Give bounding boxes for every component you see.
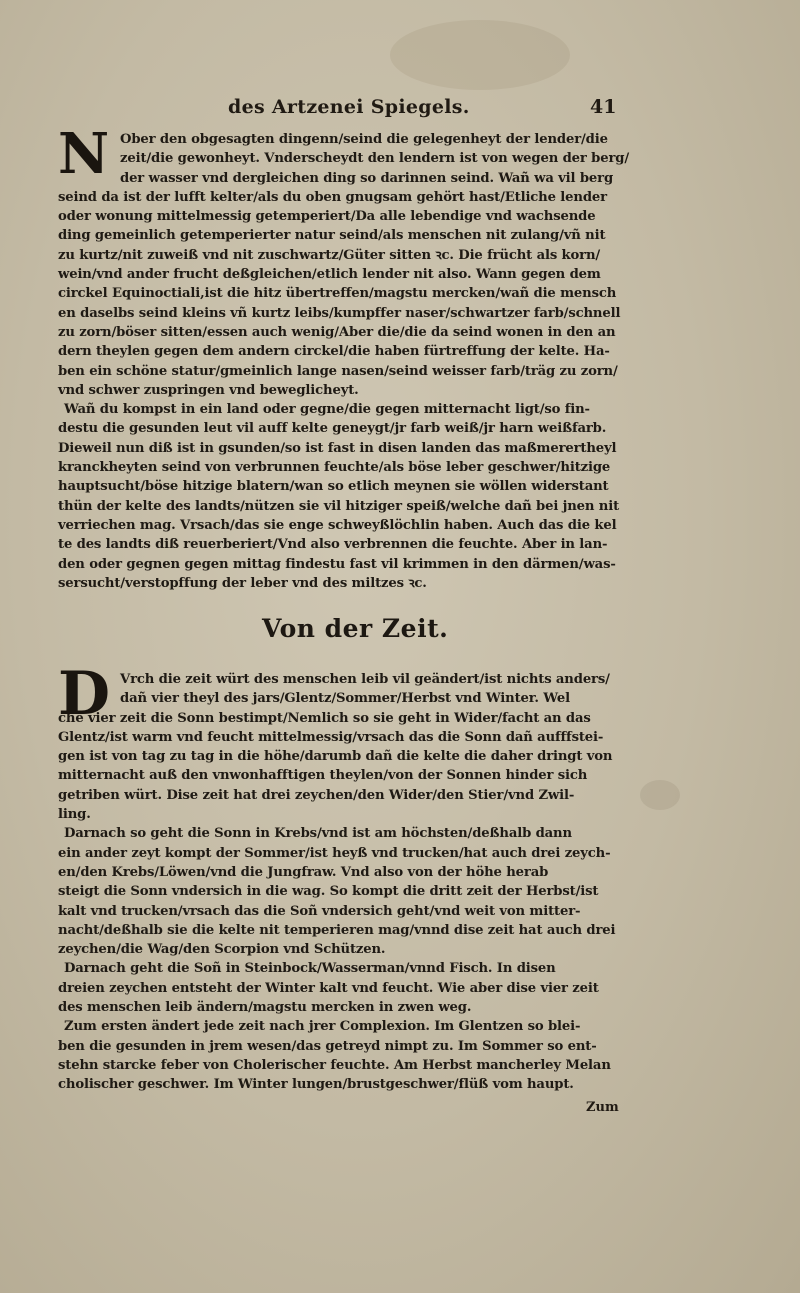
text-line (58, 805, 622, 824)
text-line (58, 555, 622, 574)
line-text: nacht/deßhalb sie die kelte nit temperieren mag/vnnd dise zeit hat auch drei (58, 922, 616, 938)
text-line (58, 400, 622, 419)
line-text: gen ist von tag zu tag in die höhe/darumb dañ die kelte die daher dringt von (58, 749, 613, 765)
line-text: cholischer geschwer. Im Winter lungen/brustgeschwer/flüß vom haupt. (58, 1077, 574, 1093)
line-text: zeit/die gewonheyt. Vnderscheydt den lendern ist von wegen der berg/ (120, 151, 630, 167)
paper-stain (640, 780, 680, 810)
line-text: circkel Equinoctiali,ist die hitz übertreffen/magstu mercken/wañ die mensch (58, 286, 617, 302)
line-text: Darnach geht die Soñ in Steinbock/Wasserman/vnnd Fisch. In disen (64, 961, 556, 977)
folio-number: 41 (590, 96, 617, 118)
text-line (58, 342, 622, 361)
text-line (58, 207, 622, 226)
text-line (58, 265, 622, 284)
text-line (58, 921, 622, 940)
text-line (58, 709, 622, 728)
line-text: hauptsucht/böse hitzige blatern/wan so etlich meynen sie wöllen widerstant (58, 479, 609, 495)
line-text: en daselbs seind kleins vñ kurtz leibs/kumpffer naser/schwartzer farb/schnell (58, 305, 621, 321)
text-line (58, 535, 622, 554)
line-text: ding gemeinlich getemperierter natur seind/als menschen nit zulang/vñ nit (58, 228, 606, 244)
line-text: Wañ du kompst in ein land oder gegne/die gegen mitternacht ligt/so fin- (64, 402, 590, 418)
text-line (58, 1017, 622, 1036)
line-text: getriben würt. Dise zeit hat drei zeychen/den Wider/den Stier/vnd Zwil- (58, 787, 575, 803)
text-line (58, 863, 622, 882)
text-line (58, 419, 622, 438)
text-line (58, 188, 622, 207)
line-text: te des landts diß reuerberiert/Vnd also verbrennen die feuchte. Aber in lan- (58, 537, 608, 553)
line-text: Darnach so geht die Sonn in Krebs/vnd ist am höchsten/deßhalb dann (64, 826, 572, 842)
text-line (58, 439, 622, 458)
text-line (58, 728, 622, 747)
line-text: Zum ersten ändert jede zeit nach jrer Complexion. Im Glentzen so blei- (64, 1019, 581, 1035)
text-line (58, 1075, 622, 1094)
running-head (228, 96, 628, 126)
section-text-1 (58, 121, 630, 593)
line-text: Glentz/ist warm vnd feucht mittelmessig/vrsach das die Sonn dañ aufffstei- (58, 729, 604, 745)
line-text: ein ander zeyt kompt der Sommer/ist heyß vnd trucken/hat auch drei zeych- (58, 845, 611, 861)
text-line (58, 226, 622, 245)
line-text: ben ein schöne statur/gmeinlich lange nasen/seind weisser farb/träg zu zorn/ (58, 363, 618, 379)
text-line (58, 882, 622, 901)
line-text: ben die gesunden in jrem wesen/das getreyd nimpt zu. Im Sommer so ent- (58, 1038, 597, 1054)
line-text: Vrch die zeit würt des menschen leib vil geändert/ist nichts anders/ (120, 672, 610, 687)
text-line (58, 458, 622, 477)
line-text: en/den Krebs/Löwen/vnd die Jungfraw. Vnd also von der höhe herab (58, 864, 549, 880)
line-text: destu die gesunden leut vil auff kelte geneygt/jr farb weiß/jr harn weißfarb. (58, 421, 607, 437)
text-line (58, 959, 622, 978)
line-text: oder wonung mittelmessig getemperiert/Da alle lebendige vnd wachsende (58, 209, 596, 225)
catchword: Zum (586, 1100, 619, 1115)
text-line (58, 284, 622, 303)
text-line (58, 940, 622, 959)
section-heading: Von der Zeit. (262, 614, 449, 643)
text-line (58, 516, 622, 535)
line-text: mitternacht auß den vnwonhafftigen theylen/von der Sonnen hinder sich (58, 768, 588, 784)
text-line (58, 844, 622, 863)
text-line (58, 381, 622, 400)
text-line (58, 902, 622, 921)
line-text: ling. (58, 807, 91, 823)
text-line (58, 1056, 622, 1075)
section-text-2 (58, 659, 622, 1095)
text-line (58, 574, 622, 593)
line-text: seind da ist der lufft kelter/als du oben gnugsam gehört hast/Etliche lender (58, 189, 607, 205)
line-text: dern theylen gegen dem andern circkel/die haben fürtreffung der kelte. Ha- (58, 344, 610, 360)
text-line (58, 747, 622, 766)
line-text: den oder gegnen gegen mittag findestu fast vil krimmen in den därmen/was- (58, 556, 616, 572)
text-line (58, 149, 630, 168)
line-text: che vier zeit die Sonn bestimpt/Nemlich so sie geht in Wider/facht an das (58, 710, 591, 726)
line-text: steigt die Sonn vndersich in die wag. So kompt die dritt zeit der Herbst/ist (58, 884, 599, 900)
line-text: Ober den obgesagten dingenn/seind die gelegenheyt der lender/die (120, 132, 608, 147)
drop-capital: D (58, 659, 111, 729)
line-text: vnd schwer zuspringen vnd beweglicheyt. (58, 382, 359, 398)
text-line (58, 824, 622, 843)
text-line (58, 477, 622, 496)
line-text: stehn starcke feber von Cholerischer feuchte. Am Herbst mancherley Melan (58, 1057, 611, 1073)
text-line (58, 497, 622, 516)
line-text: verriechen mag. Vrsach/das sie enge schweyßlöchlin haben. Auch das die kel (58, 517, 617, 533)
text-line (58, 246, 622, 265)
line-text: zeychen/die Wag/den Scorpion vnd Schützen. (58, 942, 386, 958)
line-text: zu zorn/böser sitten/essen auch wenig/Aber die/die da seind wonen in den an (58, 324, 616, 340)
text-line (58, 998, 622, 1017)
line-text: Dieweil nun diß ist in gsunden/so ist fast in disen landen das maßmerertheyl (58, 440, 617, 456)
text-line (58, 979, 622, 998)
text-line (58, 786, 622, 805)
line-text: thün der kelte des landts/nützen sie vil hitziger speiß/welche dañ bei jnen nit (58, 498, 620, 514)
line-text: des menschen leib ändern/magstu mercken in zwen weg. (58, 1000, 472, 1016)
line-text: dreien zeychen entsteht der Winter kalt vnd feucht. Wie aber dise vier zeit (58, 980, 599, 996)
line-text: sersucht/verstopffung der leber vnd des miltzes ꝛc. (58, 575, 427, 591)
text-line (58, 130, 622, 149)
text-line (58, 362, 622, 381)
line-text: der wasser vnd dergleichen ding so darinnen seind. Wañ wa vil berg (120, 170, 614, 186)
text-line (58, 304, 622, 323)
text-line (58, 670, 622, 689)
line-text: wein/vnd ander frucht deßgleichen/etlich lender nit also. Wann gegen dem (58, 267, 601, 283)
line-text: dañ vier theyl des jars/Glentz/Sommer/Herbst vnd Winter. Wel (120, 691, 570, 707)
text-line (58, 1037, 622, 1056)
drop-capital: N (58, 121, 110, 187)
line-text: kranckheyten seind von verbrunnen feuchte/als böse leber geschwer/hitzige (58, 460, 611, 476)
text-line (58, 689, 622, 708)
paper-stain (390, 20, 570, 90)
text-line (58, 169, 622, 188)
text-line (58, 323, 622, 342)
line-text: kalt vnd trucken/vrsach das die Soñ vndersich geht/vnd weit von mitter- (58, 903, 581, 919)
running-title: des Artzenei Spiegels. (228, 96, 470, 118)
text-line (58, 766, 622, 785)
line-text: zu kurtz/nit zuweiß vnd nit zuschwartz/Güter sitten ꝛc. Die frücht als korn/ (58, 247, 601, 263)
